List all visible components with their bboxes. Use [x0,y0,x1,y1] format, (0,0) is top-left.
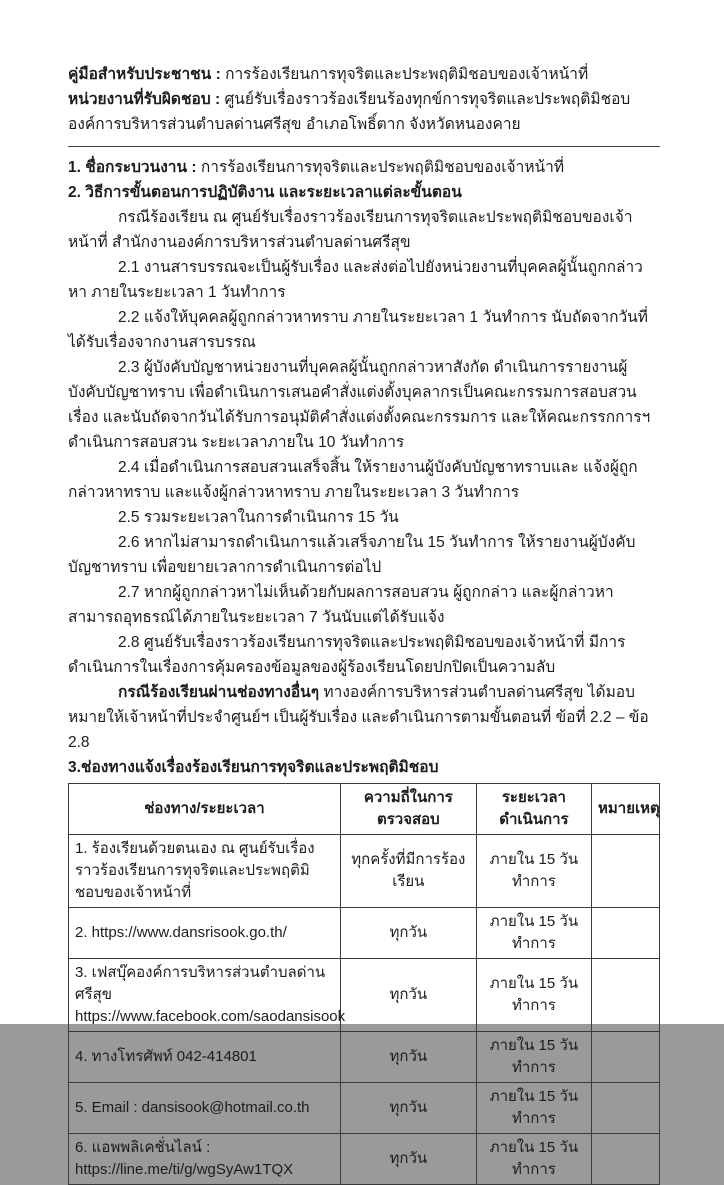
table-row [69,959,660,1032]
column-header-channel: ช่องทาง/ระยะเวลา [69,784,341,835]
section-3-heading: 3.ช่องทางแจ้งเรื่องร้องเรียนการทุจริตและประพฤติมิชอบ [68,759,439,776]
cell-channel: 2. https://www.dansrisook.go.th/ [69,908,341,959]
step-paragraph-2-6: 2.6 หากไม่สามารถดำเนินการแล้วเสร็จภายใน 15 วันทำการ ให้รายงานผู้บังคับบัญชาทราบ เพื่อขยายเวลาการดำเนินการต่อไป [68,534,636,576]
doc-title-label: คู่มือสำหรับประชาชน : [68,66,221,83]
table-row [69,1032,660,1083]
column-header-note: หมายเหตุ [592,784,660,835]
step-paragraph-2-3: 2.3 ผู้บังคับบัญชาหน่วยงานที่บุคคลผู้นั้นถูกกล่าวหาสังกัด ดำเนินการรายงานผู้บังคับบัญชาทราบ เพื่อดำเนินการเสนอคำสั่งแต่งตั้งบุคลากรเป็นคณะกรรมการสอบสวนเรื่อง และนับถัดจากวันได้รับการอนุมัติคำสั่งแต่งตั้งคณะกรรมการ และให้คณะกรรกการฯ ดำเนินการสอบสวน ระยะเวลาภายใน 10 วันทำการ [68,359,651,451]
table-header-row [69,784,660,835]
cell-duration: ภายใน 15 วันทำการ [476,1032,591,1083]
step-paragraph-2-5: 2.5 รวมระยะเวลาในการดำเนินการ 15 วัน [118,509,399,526]
section-1-label: 1. ชื่อกระบวนงาน : [68,159,197,176]
section-2-intro: กรณีร้องเรียน ณ ศูนย์รับเรื่องราวร้องเรียนการทุจริตและประพฤติมิชอบของเจ้าหน้าที่ สำนักงานองค์การบริหารส่วนตำบลด่านศรีสุข [68,209,633,251]
cell-frequency: ทุกวัน [340,959,476,1032]
doc-title-text: การร้องเรียนการทุจริตและประพฤติมิชอบของเจ้าหน้าที่ [225,66,589,83]
cell-channel-line1: 6. แอพพลิเคชั่นไลน์ : [75,1139,211,1156]
cell-frequency: ทุกวัน [340,908,476,959]
cell-channel-line1: 3. เฟสบุ๊คองค์การบริหารส่วนตำบลด่านศรีสุข [75,964,326,1003]
cell-note [592,835,660,908]
cell-frequency: ทุกวัน [340,1134,476,1185]
cell-channel-line2: https://line.me/ti/g/wgSyAw1TQX [75,1161,294,1178]
cell-note [592,1083,660,1134]
responsible-agency-label: หน่วยงานที่รับผิดชอบ : [68,91,221,108]
cell-duration: ภายใน 15 วันทำการ [476,959,591,1032]
cell-note [592,908,660,959]
responsible-agency-line [68,87,660,137]
other-channel-paragraph [68,680,660,755]
cell-note [592,1134,660,1185]
cell-channel-line2: https://www.facebook.com/saodansisook [75,1008,346,1025]
cell-duration: ภายใน 15 วันทำการ [476,908,591,959]
cell-channel: 1. ร้องเรียนด้วยตนเอง ณ ศูนย์รับเรื่องราวร้องเรียนการทุจริตและประพฤติมิชอบของเจ้าหน้าที่ [69,835,341,908]
cell-note [592,1032,660,1083]
header-divider [68,146,660,147]
table-row [69,908,660,959]
step-paragraph-2-2: 2.2 แจ้งให้บุคคลผู้ถูกกล่าวหาทราบ ภายในระยะเวลา 1 วันทำการ นับถัดจากวันที่ได้รับเรื่องจากงานสารบรรณ [68,309,648,351]
cell-channel [69,1134,341,1185]
cell-duration: ภายใน 15 วันทำการ [476,835,591,908]
cell-duration: ภายใน 15 วันทำการ [476,1083,591,1134]
column-header-frequency: ความถี่ในการตรวจสอบ [340,784,476,835]
step-paragraph-2-4: 2.4 เมื่อดำเนินการสอบสวนเสร็จสิ้น ให้รายงานผู้บังคับบัญชาทราบและ แจ้งผู้ถูกกล่าวหาทราบ และแจ้งผู้กล่าวหาทราบ ภายในระยะเวลา 3 วันทำการ [68,459,638,501]
cell-frequency: ทุกวัน [340,1083,476,1134]
cell-channel: 5. Email : dansisook@hotmail.co.th [69,1083,341,1134]
section-2-heading: 2. วิธีการขั้นตอนการปฏิบัติงาน และระยะเวลาแต่ละขั้นตอน [68,184,462,201]
responsible-agency-text: ศูนย์รับเรื่องราวร้องเรียนร้องทุกข์การทุจริตและประพฤติมิชอบ องค์การบริหารส่วนตำบลด่านศรีสุข อำเภอโพธิ์ตาก จังหวัดหนองคาย [68,91,631,133]
other-channel-label: กรณีร้องเรียนผ่านช่องทางอื่นๆ [118,684,320,701]
column-header-duration: ระยะเวลาดำเนินการ [476,784,591,835]
table-row [69,835,660,908]
cell-frequency: ทุกวัน [340,1032,476,1083]
complaint-channels-table [68,783,660,1185]
step-paragraph-2-8: 2.8 ศูนย์รับเรื่องราวร้องเรียนการทุจริตและประพฤติมิชอบของเจ้าหน้าที่ มีการดำเนินการในเรื่องการคุ้มครองข้อมูลของผู้ร้องเรียนโดยปกปิดเป็นความลับ [68,634,626,676]
section-1-text: การร้องเรียนการทุจริตและประพฤติมิชอบของเจ้าหน้าที่ [200,159,565,176]
cell-channel: 4. ทางโทรศัพท์ 042-414801 [69,1032,341,1083]
document-content [68,62,660,1185]
table-row [69,1083,660,1134]
table-row [69,1134,660,1185]
doc-title-line [68,62,660,87]
section-1-line [68,155,660,180]
cell-frequency: ทุกครั้งที่มีการร้องเรียน [340,835,476,908]
cell-channel [69,959,346,1032]
cell-note [592,959,660,1032]
step-paragraph-2-7: 2.7 หากผู้ถูกกล่าวหาไม่เห็นด้วยกับผลการสอบสวน ผู้ถูกกล่าว และผู้กล่าวหา สามารถอุทธรณ์ได้ภายในระยะเวลา 7 วันนับแต่ได้รับแจ้ง [68,584,614,626]
cell-duration: ภายใน 15 วันทำการ [476,1134,591,1185]
step-paragraph-2-1: 2.1 งานสารบรรณจะเป็นผู้รับเรื่อง และส่งต่อไปยังหน่วยงานที่บุคคลผู้นั้นถูกกล่าวหา ภายในระยะเวลา 1 วันทำการ [68,259,643,301]
other-channel-text: ทางองค์การบริหารส่วนตำบลด่านศรีสุข ได้มอบหมายให้เจ้าหน้าที่ประจำศูนย์ฯ เป็นผู้รับเรื่อง และดำเนินการตามขั้นตอนที่ ข้อที่ 2.2 – ข้อ 2.8 [68,684,649,751]
